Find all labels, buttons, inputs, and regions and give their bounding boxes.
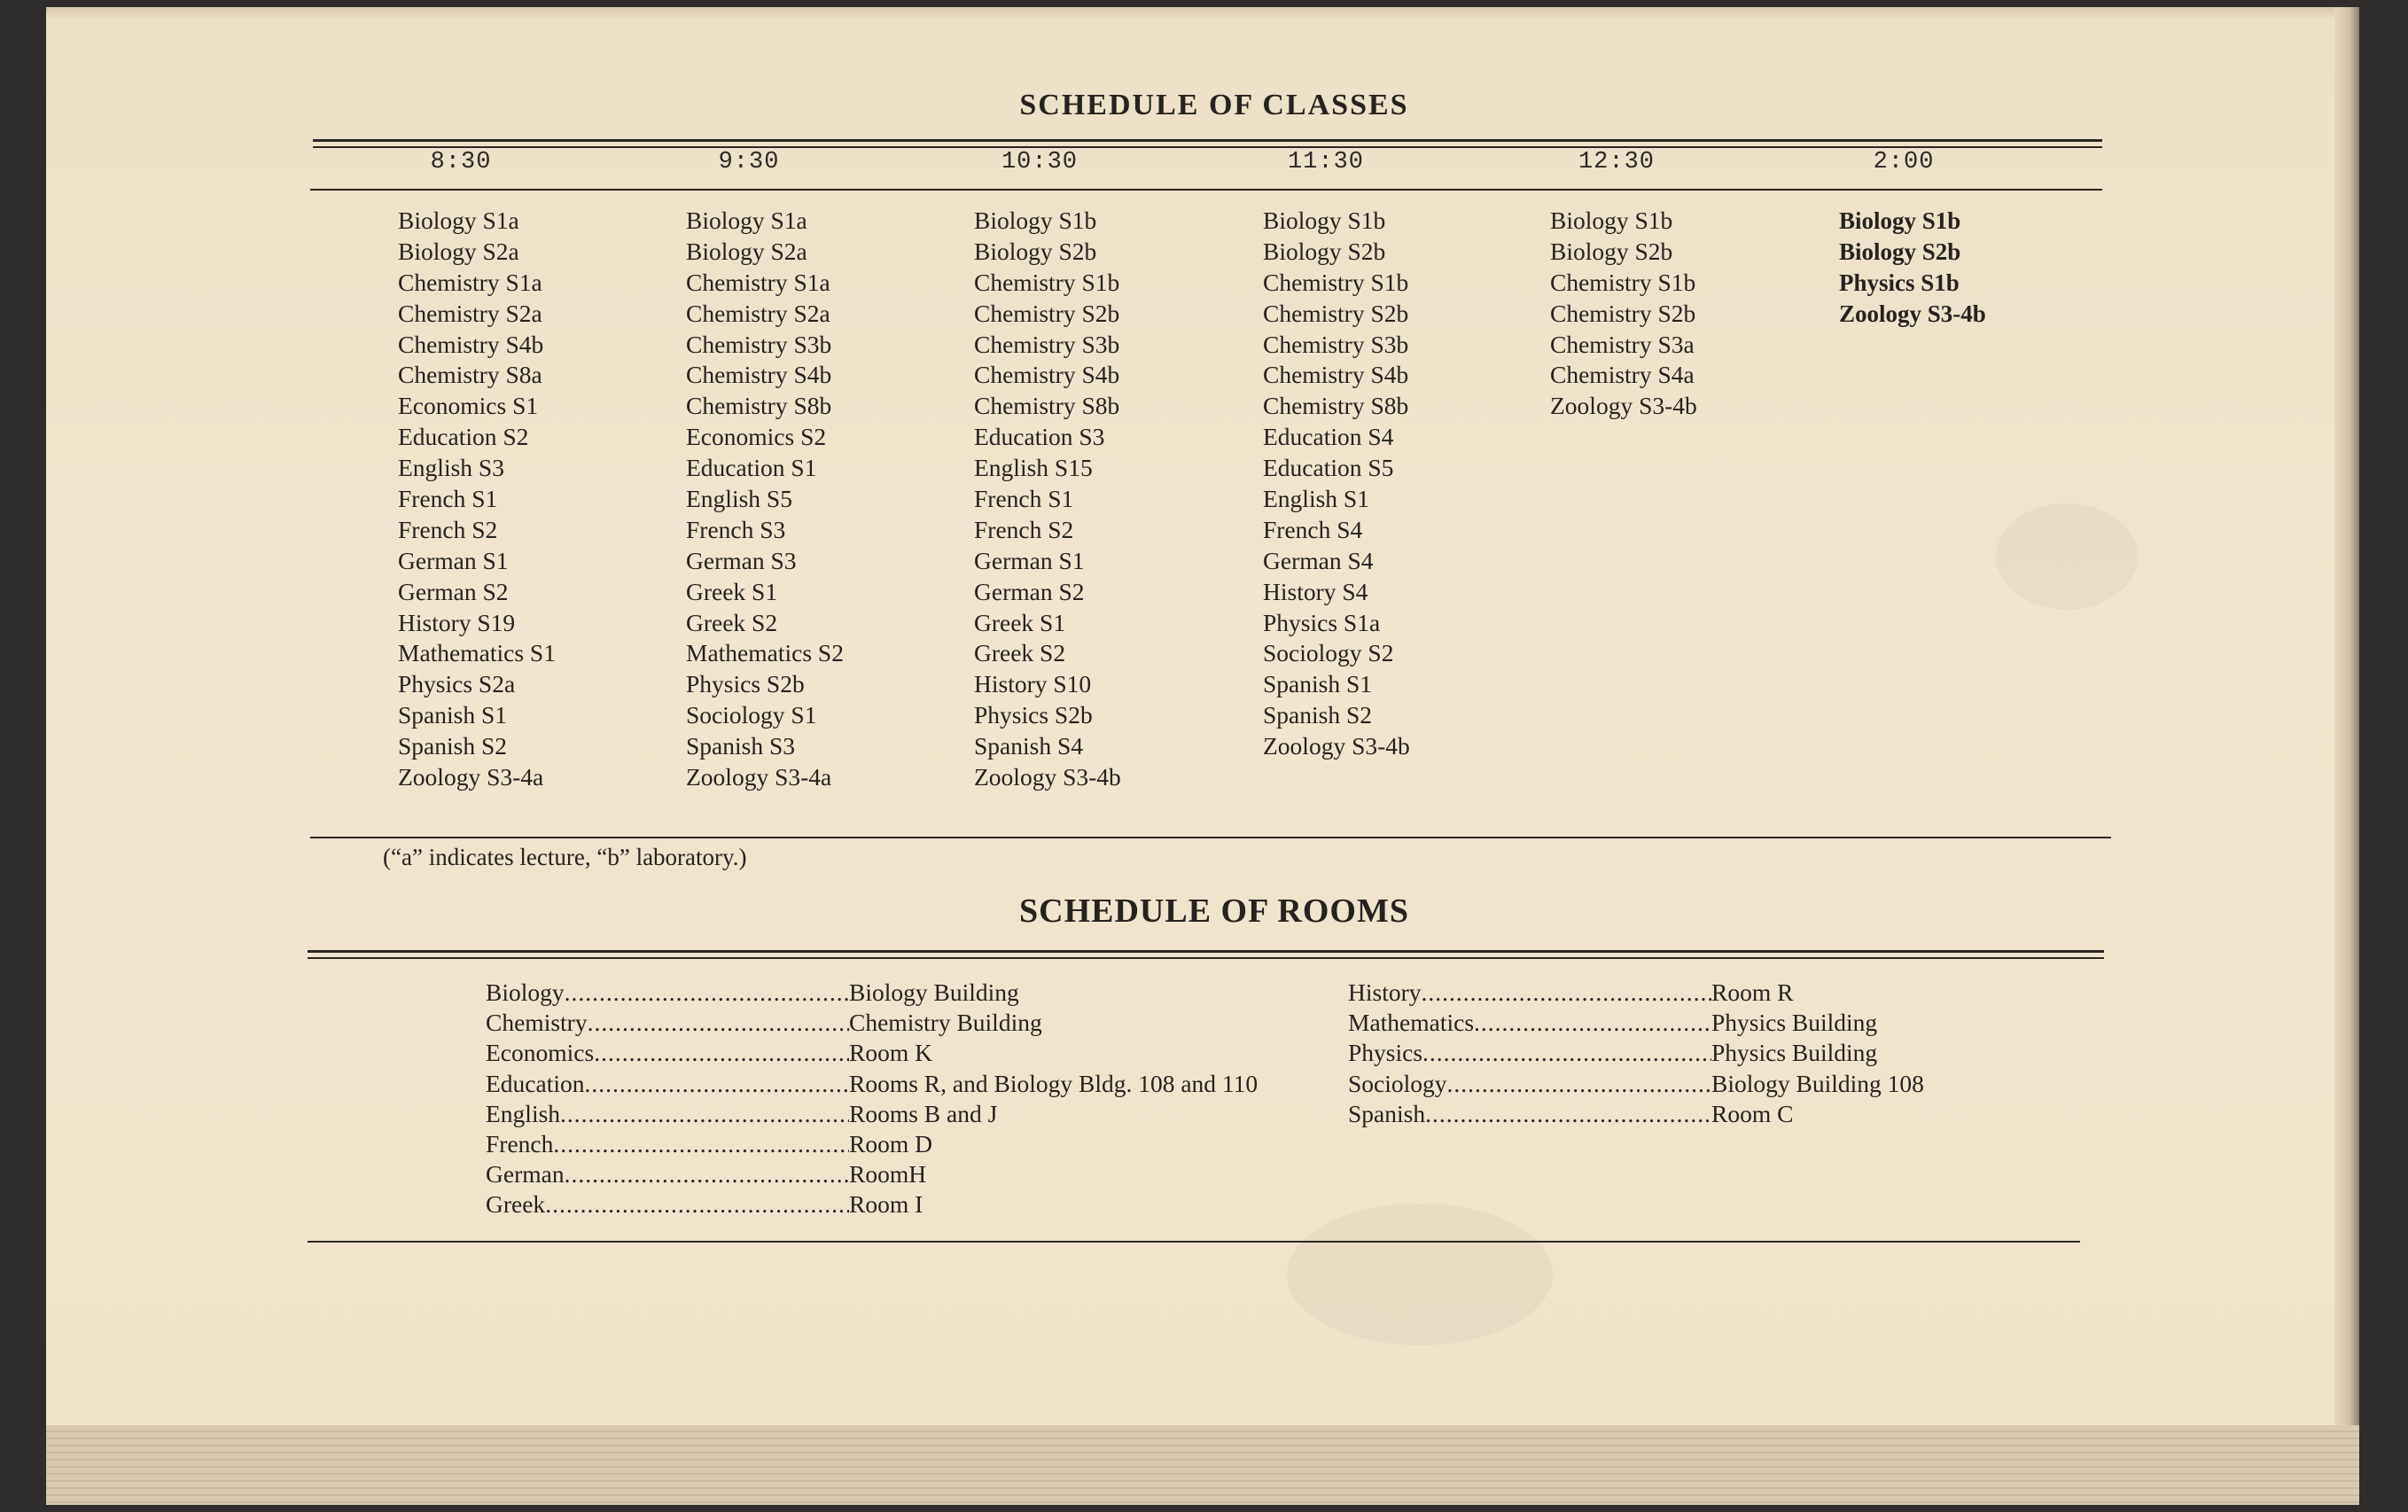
room-row	[1348, 1038, 1924, 1068]
class-entry: Spanish S4	[974, 732, 1084, 760]
class-entry: Chemistry S2a	[686, 299, 830, 327]
class-entry: Spanish S1	[1263, 670, 1373, 698]
room-subject: Sociology	[1348, 1069, 1447, 1097]
dot-leader	[1447, 1069, 1711, 1099]
room-row	[486, 1038, 1372, 1068]
class-entry: French S1	[398, 485, 498, 513]
class-entry: Chemistry S3b	[1263, 330, 1409, 358]
class-entry: Greek S2	[686, 608, 778, 636]
classes-bottom-rule	[310, 837, 2111, 838]
class-entry: Zoology S3-4b	[1550, 392, 1697, 420]
dot-leader	[553, 1129, 849, 1159]
time-header: 12:30	[1578, 149, 1655, 175]
class-entry: Chemistry S1a	[398, 268, 542, 296]
room-location: Room R	[1711, 978, 1794, 1006]
class-entry: Biology S1b	[1839, 207, 1961, 234]
class-entry: Economics S2	[686, 423, 827, 451]
class-entry: Biology S1b	[974, 207, 1097, 234]
class-entry: Physics S1b	[1839, 269, 1960, 296]
class-entry: Chemistry S2b	[1550, 299, 1696, 327]
class-column-830	[398, 206, 556, 793]
rooms-list-right	[1348, 978, 1924, 1129]
room-row	[486, 1008, 1372, 1038]
room-location: Biology Building	[849, 978, 1019, 1006]
class-entry: Chemistry S2a	[398, 299, 542, 327]
rooms-top-rule-thin	[308, 957, 2104, 959]
room-subject: Education	[486, 1069, 585, 1097]
class-entry: English S5	[686, 485, 792, 513]
room-row	[1348, 1099, 1924, 1129]
class-entry: Chemistry S8a	[398, 361, 542, 389]
class-entry: Spanish S2	[398, 732, 508, 760]
room-subject: Economics	[486, 1039, 595, 1067]
class-entry: Biology S2b	[1839, 238, 1961, 265]
class-entry: Zoology S3-4a	[686, 763, 832, 791]
room-location: Physics Building	[1711, 1039, 1878, 1067]
room-location: Rooms B and J	[849, 1099, 998, 1127]
dot-leader	[588, 1008, 849, 1038]
room-location: Room D	[849, 1129, 932, 1157]
room-subject: History	[1348, 978, 1422, 1006]
room-location: Chemistry Building	[849, 1009, 1042, 1037]
dot-leader	[1425, 1099, 1711, 1129]
class-entry: Zoology S3-4b	[1839, 300, 1986, 327]
paper-stain	[1996, 503, 2138, 610]
class-entry: German S1	[974, 546, 1085, 574]
class-entry: Greek S2	[974, 639, 1066, 667]
rooms-list-left	[486, 978, 1372, 1220]
class-entry: Biology S2a	[398, 237, 519, 265]
class-entry: History S10	[974, 670, 1092, 698]
class-entry: Education S2	[398, 423, 529, 451]
class-entry: Chemistry S1a	[686, 268, 830, 296]
class-entry: Physics S2b	[686, 670, 805, 698]
book-page	[46, 7, 2359, 1505]
class-entry: Chemistry S3a	[1550, 330, 1695, 358]
dot-leader	[560, 1099, 849, 1129]
room-row	[486, 1159, 1372, 1189]
class-entry: French S2	[398, 515, 498, 543]
class-entry: Education S4	[1263, 423, 1394, 451]
time-header: 11:30	[1287, 149, 1364, 175]
classes-top-rule-thin	[313, 146, 2102, 148]
class-entry: English S1	[1263, 485, 1369, 513]
room-location: Biology Building 108	[1711, 1069, 1924, 1097]
room-subject: Biology	[486, 978, 565, 1006]
dot-leader	[1422, 1038, 1711, 1068]
class-entry: Physics S1a	[1263, 608, 1381, 636]
class-entry: Biology S1b	[1263, 207, 1386, 234]
class-entry: Chemistry S3b	[974, 330, 1120, 358]
class-entry: French S4	[1263, 515, 1363, 543]
room-subject: Spanish	[1348, 1099, 1426, 1127]
dot-leader	[594, 1038, 849, 1068]
room-row	[486, 1129, 1372, 1159]
class-entry: Chemistry S4b	[398, 330, 544, 358]
class-entry: Physics S2a	[398, 670, 516, 698]
room-location: Physics Building	[1711, 1009, 1878, 1037]
class-entry: Zoology S3-4b	[974, 763, 1121, 791]
dot-leader	[545, 1189, 849, 1220]
room-subject: Chemistry	[486, 1009, 588, 1037]
room-subject: Greek	[486, 1190, 546, 1219]
class-entry: Chemistry S4b	[686, 361, 832, 389]
class-entry: French S1	[974, 485, 1074, 513]
class-entry: Chemistry S3b	[686, 330, 832, 358]
rooms-bottom-rule	[308, 1241, 2080, 1243]
page-edge-right	[2334, 7, 2359, 1505]
page-top-shadow	[46, 7, 2359, 19]
class-entry: Mathematics S2	[686, 639, 844, 667]
class-entry: Sociology S2	[1263, 639, 1394, 667]
room-subject: Mathematics	[1348, 1009, 1475, 1037]
class-entry: English S3	[398, 454, 504, 482]
class-entry: Chemistry S4b	[1263, 361, 1409, 389]
class-entry: Chemistry S8b	[974, 392, 1120, 420]
room-subject: French	[486, 1129, 554, 1157]
time-header: 8:30	[430, 149, 492, 175]
room-location: Room I	[849, 1190, 923, 1219]
class-entry: Mathematics S1	[398, 639, 556, 667]
room-location: RoomH	[849, 1160, 927, 1189]
class-entry: Zoology S3-4a	[398, 763, 544, 791]
class-entry: German S3	[686, 546, 797, 574]
dot-leader	[585, 1069, 850, 1099]
room-subject: Physics	[1348, 1039, 1423, 1067]
class-entry: French S3	[686, 515, 786, 543]
dot-leader	[1422, 978, 1712, 1008]
class-entry: Chemistry S1b	[974, 268, 1120, 296]
class-entry: Greek S1	[686, 577, 778, 605]
dot-leader	[565, 978, 849, 1008]
class-entry: Chemistry S2b	[1263, 299, 1409, 327]
class-entry: Education S3	[974, 423, 1105, 451]
class-entry: Zoology S3-4b	[1263, 732, 1410, 760]
class-entry: History S4	[1263, 577, 1368, 605]
class-column-200	[1839, 206, 1986, 330]
class-entry: German S4	[1263, 546, 1374, 574]
room-row	[486, 1099, 1372, 1129]
class-entry: French S2	[974, 515, 1074, 543]
class-entry: Spanish S1	[398, 701, 508, 729]
class-entry: Biology S2a	[686, 237, 807, 265]
class-entry: Biology S1b	[1550, 207, 1673, 234]
class-column-930	[686, 206, 844, 793]
dot-leader	[565, 1159, 849, 1189]
class-entry: Chemistry S8b	[686, 392, 832, 420]
room-row	[1348, 978, 1924, 1008]
lecture-lab-note: (“a” indicates lecture, “b” laboratory.)	[383, 844, 747, 870]
class-entry: Sociology S1	[686, 701, 817, 729]
class-entry: Education S1	[686, 454, 817, 482]
dot-leader	[1474, 1008, 1711, 1038]
time-header-rule	[310, 189, 2102, 191]
class-entry: Chemistry S2b	[974, 299, 1120, 327]
room-subject: German	[486, 1160, 565, 1189]
class-entry: History S19	[398, 608, 516, 636]
time-header-row	[315, 149, 2131, 184]
class-entry: Physics S2b	[974, 701, 1093, 729]
class-entry: Economics S1	[398, 392, 539, 420]
class-column-1030	[974, 206, 1121, 793]
rooms-title: SCHEDULE OF ROOMS	[1019, 892, 1409, 930]
class-entry: Education S5	[1263, 454, 1394, 482]
class-entry: Spanish S3	[686, 732, 796, 760]
class-entry: Biology S2b	[974, 237, 1097, 265]
class-entry: Greek S1	[974, 608, 1066, 636]
page-edges-bottom	[46, 1425, 2359, 1505]
class-column-1130	[1263, 206, 1410, 762]
time-header: 9:30	[718, 149, 780, 175]
class-entry: Chemistry S4b	[974, 361, 1120, 389]
class-entry: Chemistry S1b	[1550, 268, 1696, 296]
class-entry: Spanish S2	[1263, 701, 1373, 729]
class-entry: English S15	[974, 454, 1093, 482]
class-column-1230	[1550, 206, 1697, 422]
classes-title: SCHEDULE OF CLASSES	[1019, 89, 1409, 121]
room-location: Rooms R, and Biology Bldg. 108 and 110	[849, 1069, 1259, 1097]
class-entry: Chemistry S1b	[1263, 268, 1409, 296]
class-entry: Chemistry S4a	[1550, 361, 1695, 389]
room-location: Room C	[1711, 1099, 1794, 1127]
room-row	[486, 978, 1372, 1008]
class-entry: Biology S1a	[398, 207, 519, 234]
room-row	[486, 1069, 1372, 1099]
room-row	[1348, 1008, 1924, 1038]
room-row	[1348, 1069, 1924, 1099]
class-entry: Chemistry S8b	[1263, 392, 1409, 420]
room-location: Room K	[849, 1039, 932, 1067]
class-entry: Biology S2b	[1263, 237, 1386, 265]
room-subject: English	[486, 1099, 561, 1127]
rooms-top-rule	[308, 950, 2104, 953]
time-header: 10:30	[1001, 149, 1078, 175]
time-header: 2:00	[1873, 149, 1935, 175]
class-entry: German S2	[398, 577, 509, 605]
class-entry: German S2	[974, 577, 1085, 605]
paper-stain	[1287, 1204, 1553, 1345]
class-entry: Biology S2b	[1550, 237, 1673, 265]
room-row	[486, 1189, 1372, 1220]
classes-top-rule	[313, 139, 2102, 142]
class-entry: German S1	[398, 546, 509, 574]
class-entry: Biology S1a	[686, 207, 807, 234]
